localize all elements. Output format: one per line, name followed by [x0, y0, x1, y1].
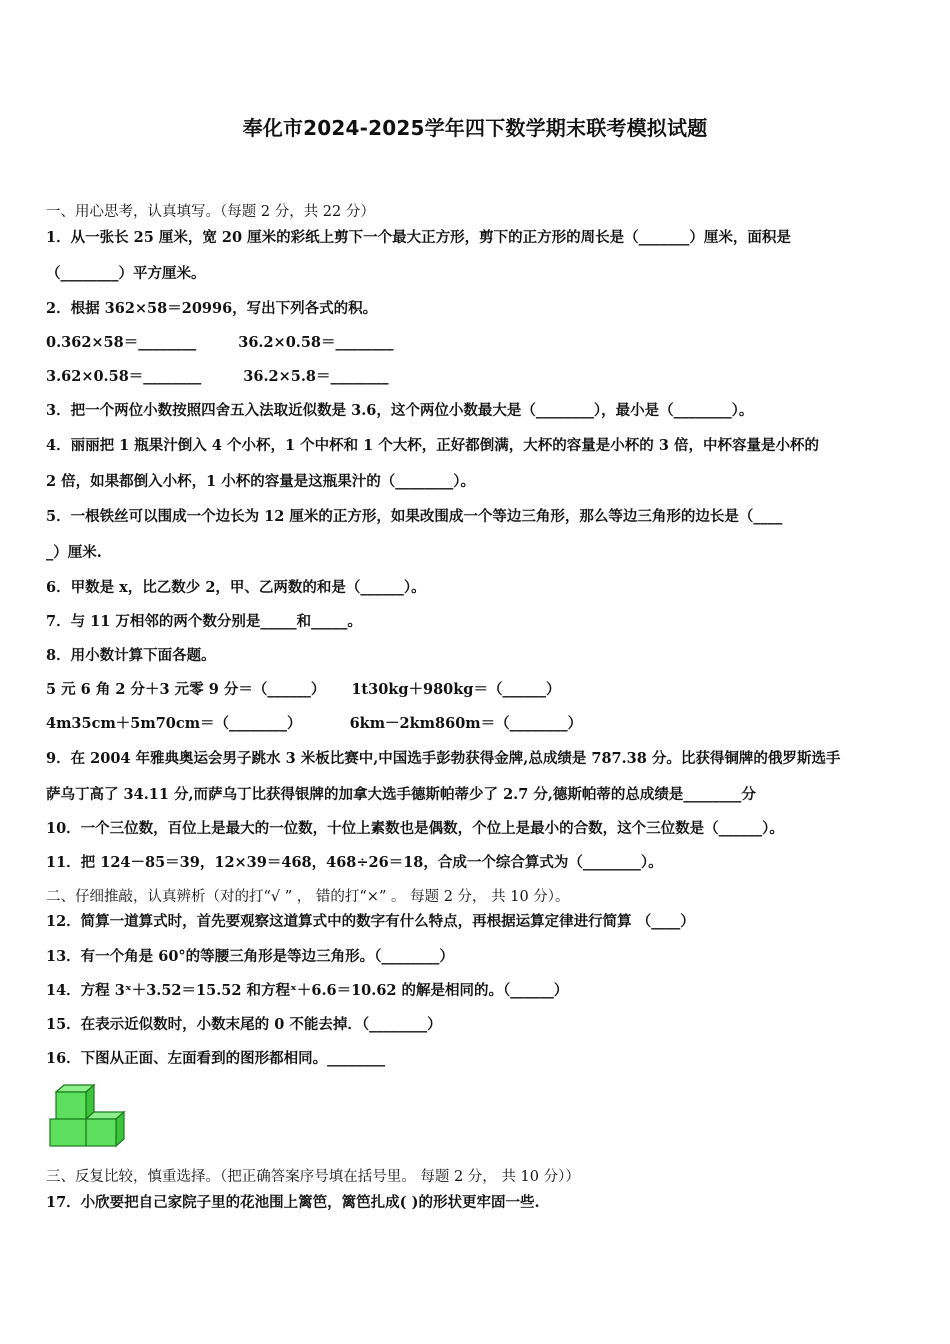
question-2: 2．根据 362×58＝20996，写出下列各式的积。: [46, 300, 378, 317]
q2-expr-3: 3.62×0.58＝________: [46, 368, 202, 385]
question-16: 16．下图从正面、左面看到的图形都相同。________: [46, 1050, 386, 1067]
question-8-row-2: [46, 715, 582, 733]
question-3: 3．把一个两位小数按照四舍五入法取近似数是 3.6，这个两位小数最大是（________），最小是（________）。: [46, 402, 754, 419]
question-8-row-1: [46, 681, 560, 699]
question-4-line-2: 2 倍，如果都倒入小杯，1 小杯的容量是这瓶果汁的（________）。: [46, 473, 476, 490]
question-1-line-1: 1．从一张长 25 厘米，宽 20 厘米的彩纸上剪下一个最大正方形，剪下的正方形的周长是（_______）厘米，面积是: [46, 229, 791, 246]
question-6: 6．甲数是 x，比乙数少 2，甲、乙两数的和是（______）。: [46, 579, 426, 596]
question-2-row-2: [46, 368, 388, 386]
cube-stack-figure: [48, 1082, 128, 1150]
question-9-line-2: 萨乌丁高了 34.11 分,而萨乌丁比获得银牌的加拿大选手德斯帕蒂少了 2.7 分,德斯帕蒂的总成绩是________分: [46, 786, 756, 803]
cube-right-front-face: [86, 1119, 116, 1146]
cube-top-front-face: [56, 1092, 86, 1119]
q8-expr-4: 6km－2km860m＝（________）: [349, 715, 583, 732]
question-13: 13．有一个角是 60°的等腰三角形是等边三角形。（________）: [46, 948, 454, 965]
section-2-heading: 二、仔细推敲，认真辨析（对的打“√ ” ， 错的打“×” 。 每题 2 分， 共 10 分）。: [46, 889, 570, 905]
q8-expr-1: 5 元 6 角 2 分＋3 元零 9 分＝（______）: [46, 681, 326, 698]
question-10: 10．一个三位数，百位上是最大的一位数，十位上素数也是偶数，个位上是最小的合数，这个三位数是（______）。: [46, 820, 784, 837]
question-12: 12．简算一道算式时，首先要观察这道算式中的数字有什么特点，再根据运算定律进行简算 （____）: [46, 913, 695, 930]
cube-left: [50, 1119, 86, 1146]
q2-expr-4: 36.2×5.8＝________: [243, 368, 389, 385]
question-2-row-1: [46, 334, 394, 352]
question-5-line-2: _）厘米.: [46, 544, 102, 561]
question-15: 15．在表示近似数时，小数末尾的 0 不能去掉．（________）: [46, 1016, 442, 1033]
page-title: 奉化市2024-2025学年四下数学期末联考模拟试题: [242, 116, 708, 140]
question-7: 7．与 11 万相邻的两个数分别是_____和_____。: [46, 613, 362, 630]
q8-expr-2: 1t30kg＋980kg＝（______）: [351, 681, 561, 698]
q8-expr-3: 4m35cm＋5m70cm＝（________）: [46, 715, 302, 732]
q2-expr-1: 0.362×58＝________: [46, 334, 197, 351]
question-8: 8．用小数计算下面各题。: [46, 647, 216, 664]
question-17: 17．小欣要把自己家院子里的花池围上篱笆，篱笆扎成( )的形状更牢固一些.: [46, 1194, 540, 1211]
cube-right: [86, 1112, 124, 1146]
q2-expr-2: 36.2×0.58＝________: [238, 334, 394, 351]
question-11: 11．把 124－85＝39，12×39＝468，468÷26＝18，合成一个综合算式为（________）。: [46, 854, 663, 871]
question-1-line-2: （________）平方厘米。: [46, 265, 206, 282]
section-1-heading: 一、用心思考，认真填写。（每题 2 分，共 22 分）: [46, 204, 375, 220]
cube-left-front-face: [50, 1119, 86, 1146]
cube-top: [56, 1085, 94, 1119]
question-14: 14．方程 3ˣ＋3.52＝15.52 和方程ˣ＋6.6＝10.62 的解是相同的。（______）: [46, 982, 569, 999]
question-5-line-1: 5．一根铁丝可以围成一个边长为 12 厘米的正方形，如果改围成一个等边三角形，那么等边三角形的边长是（____: [46, 508, 783, 525]
question-4-line-1: 4．丽丽把 1 瓶果汁倒入 4 个小杯，1 个中杯和 1 个大杯，正好都倒满，大杯的容量是小杯的 3 倍，中杯容量是小杯的: [46, 437, 819, 454]
question-9-line-1: 9．在 2004 年雅典奥运会男子跳水 3 米板比赛中,中国选手彭勃获得金牌,总成绩是 787.38 分。比获得铜牌的俄罗斯选手: [46, 750, 841, 767]
section-3-heading: 三、反复比较，慎重选择。（把正确答案序号填在括号里。 每题 2 分， 共 10 分））: [46, 1169, 580, 1185]
